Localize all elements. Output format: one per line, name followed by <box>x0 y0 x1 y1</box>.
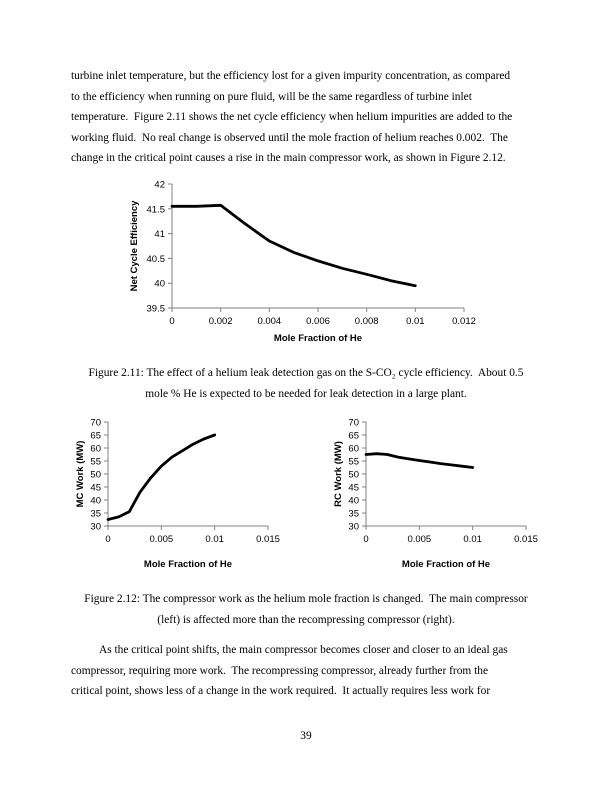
x-tick-label: 0 <box>169 316 175 327</box>
text-line: Figure 2.12: The compressor work as the helium mole fraction is changed. The main compressor <box>84 593 528 605</box>
text-line: As the critical point shifts, the main compressor becomes closer and closer to an ideal gas <box>99 644 508 656</box>
y-tick-label: 45 <box>348 482 359 494</box>
y-tick-label: 55 <box>348 456 359 468</box>
y-tick-label: 39.5 <box>146 303 165 315</box>
text-line: to the efficiency when running on pure fluid, will be the same regardless of turbine inlet <box>71 90 472 103</box>
chart-canvas <box>330 414 552 574</box>
text-line: change in the critical point causes a rise in the main compressor work, as shown in Figure 2.12. <box>71 152 506 165</box>
y-axis-title: MC Work (MW) <box>75 440 86 508</box>
x-tick-label: 0.005 <box>407 534 432 545</box>
x-axis-title: Mole Fraction of He <box>143 559 233 570</box>
figure-2-12-caption <box>0 589 612 630</box>
text-line: compressor, requiring more work. The recompressing compressor, already further from the <box>71 664 489 677</box>
y-axis-title: RC Work (MW) <box>333 441 344 507</box>
y-tick-label: 65 <box>348 430 359 442</box>
y-tick-label: 45 <box>90 482 101 494</box>
data-series-line <box>366 454 473 468</box>
y-tick-label: 40.5 <box>146 253 165 265</box>
text-line: critical point, shows less of a change in the work required. It actually requires less work for <box>71 685 491 698</box>
page-number: 39 <box>300 730 312 742</box>
y-tick-label: 60 <box>90 443 101 455</box>
y-tick-label: 50 <box>348 469 359 481</box>
x-tick-label: 0.006 <box>306 316 330 327</box>
body-paragraph-bottom <box>71 640 553 702</box>
figure-2-11-caption <box>0 363 612 404</box>
data-series-line <box>172 205 415 285</box>
x-tick-label: 0.008 <box>354 316 379 327</box>
y-tick-label: 30 <box>90 521 101 533</box>
y-tick-label: 35 <box>90 508 101 520</box>
x-tick-label: 0.004 <box>257 316 282 327</box>
y-tick-label: 40 <box>154 278 165 290</box>
y-tick-label: 55 <box>90 456 101 468</box>
x-tick-label: 0.002 <box>208 316 233 327</box>
y-tick-label: 40 <box>90 495 101 507</box>
y-tick-label: 60 <box>348 443 359 455</box>
x-tick-label: 0.015 <box>514 534 538 545</box>
chart-canvas <box>72 414 294 574</box>
text-line: temperature. Figure 2.11 shows the net cycle efficiency when helium impurities are added to the <box>71 111 513 124</box>
x-tick-label: 0.01 <box>463 534 482 545</box>
y-tick-label: 41.5 <box>146 204 165 216</box>
y-tick-label: 41 <box>154 229 165 241</box>
y-tick-label: 70 <box>348 417 359 429</box>
y-tick-label: 30 <box>348 521 359 533</box>
x-tick-label: 0.005 <box>149 534 174 545</box>
x-tick-label: 0.01 <box>406 316 425 327</box>
x-tick-label: 0.01 <box>205 534 224 545</box>
body-paragraph-top <box>71 66 553 169</box>
text-line: (left) is affected more than the recompressing compressor (right). <box>157 613 455 626</box>
x-tick-label: 0.012 <box>452 316 476 327</box>
y-tick-label: 50 <box>90 469 101 481</box>
x-tick-label: 0 <box>363 534 369 545</box>
text-line: mole % He is expected to be needed for leak detection in a large plant. <box>145 387 467 400</box>
x-axis-title: Mole Fraction of He <box>273 333 363 344</box>
x-tick-label: 0 <box>105 534 111 545</box>
mc-work-chart <box>72 414 294 574</box>
text-line: Figure 2.11: The effect of a helium leak detection gas on the S-CO₂ cycle efficiency. About 0.5 <box>88 367 524 379</box>
y-tick-label: 65 <box>90 430 101 442</box>
y-tick-label: 70 <box>90 417 101 429</box>
chart-canvas <box>126 176 480 348</box>
x-axis-title: Mole Fraction of He <box>401 559 491 570</box>
text-line: working fluid. No real change is observed until the mole fraction of helium reaches 0.002. The <box>71 131 508 144</box>
y-tick-label: 40 <box>348 495 359 507</box>
y-tick-label: 35 <box>348 508 359 520</box>
x-tick-label: 0.015 <box>256 534 280 545</box>
text-line: turbine inlet temperature, but the efficiency lost for a given impurity concentration, as compared <box>71 70 511 82</box>
y-tick-label: 42 <box>154 179 165 191</box>
y-axis-title: Net Cycle Efficiency <box>129 200 140 292</box>
rc-work-chart <box>330 414 552 574</box>
net-cycle-efficiency-chart <box>126 176 480 348</box>
data-series-line <box>108 435 215 520</box>
